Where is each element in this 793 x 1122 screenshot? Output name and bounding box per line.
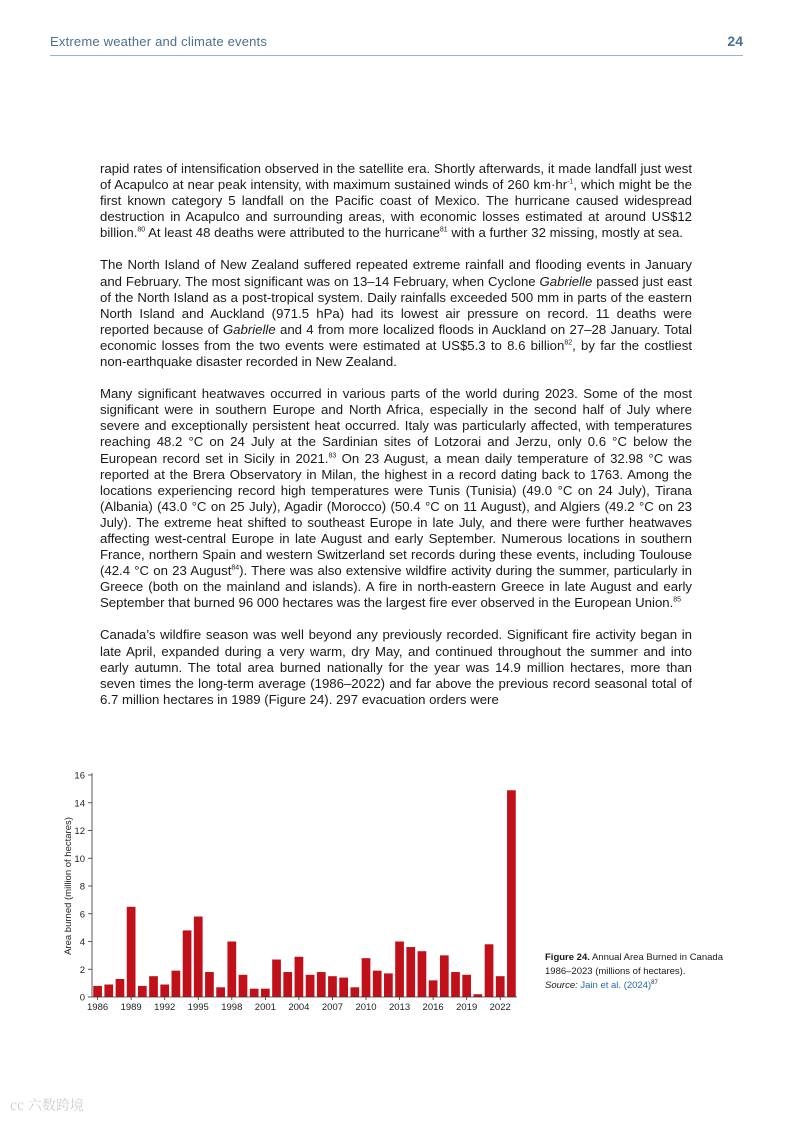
bar-2012	[384, 973, 393, 997]
x-tick-label: 2001	[254, 1002, 276, 1013]
bar-1996	[205, 972, 214, 997]
bar-2005	[306, 975, 315, 997]
x-tick-label: 2004	[288, 1002, 310, 1013]
bar-2023	[507, 790, 516, 997]
footnote-ref[interactable]: 87	[651, 979, 658, 986]
y-tick-label: 10	[74, 853, 85, 865]
x-tick-label: 1992	[154, 1002, 176, 1013]
bar-2020	[473, 994, 482, 997]
bar-2006	[317, 972, 326, 997]
bar-2016	[429, 980, 438, 997]
y-axis-label: Area burned (million of hectares)	[63, 817, 74, 955]
bar-2008	[339, 978, 348, 997]
bar-1994	[183, 930, 192, 997]
footnote-ref[interactable]: 85	[673, 596, 682, 604]
bar-1999	[239, 975, 248, 997]
source-label: Source:	[545, 980, 578, 991]
header-title: Extreme weather and climate events	[50, 34, 268, 49]
area-burned-chart	[55, 766, 525, 1016]
bar-2010	[362, 958, 371, 997]
bar-1989	[127, 907, 136, 997]
bar-2013	[395, 942, 404, 998]
x-tick-label: 2019	[456, 1002, 478, 1013]
bar-2002	[272, 960, 281, 997]
footnote-ref[interactable]: 82	[564, 339, 573, 347]
body-text	[100, 161, 692, 724]
page-header	[50, 33, 743, 56]
y-tick-label: 4	[79, 937, 85, 948]
y-tick-label: 14	[74, 798, 85, 810]
footnote-ref[interactable]: 81	[439, 226, 448, 234]
bar-2017	[440, 955, 449, 997]
y-tick-label: 16	[74, 770, 85, 782]
x-tick-label: 1995	[187, 1002, 209, 1013]
source-link[interactable]: Jain et al. (2024)	[580, 980, 652, 991]
bar-2007	[328, 976, 337, 997]
footnote-ref[interactable]: 80	[137, 226, 146, 234]
x-tick-label: 1989	[120, 1002, 142, 1013]
page-number: 24	[727, 33, 743, 49]
y-tick-label: 8	[79, 881, 85, 893]
y-tick-label: 12	[74, 826, 85, 837]
bar-2011	[373, 971, 382, 997]
x-tick-label: 2022	[489, 1002, 511, 1013]
bar-1991	[149, 976, 158, 997]
x-tick-label: 2013	[388, 1002, 411, 1013]
figure-caption	[545, 951, 745, 993]
bar-2014	[406, 947, 415, 997]
paragraph-2: The North Island of New Zealand suffered repeated extreme rainfall and flooding events in January and February. The most significant was on 13–14 February, when Cyclone Gabrielle passed just east of the North Island as a post-tropical system. Daily rainfalls exceeded 500 mm in parts of the eastern North Island and Auckland (971.5 hPa) had its lowest air pressure on record. 11 deaths were reported because of Gabrielle and 4 from more localized floods in Auckland on 27–28 January. Total economic losses from the two events were estimated at US$5.3 to 8.6 billion$^{82}$, by far the costliest non-earthquake disaster recorded in New Zealand.	[100, 257, 692, 370]
superscript: -1	[567, 178, 574, 186]
bar-2004	[295, 957, 304, 997]
bar-2000	[250, 989, 259, 997]
bar-1988	[116, 979, 125, 997]
x-tick-label: 1998	[221, 1002, 243, 1013]
paragraph-1: rapid rates of intensification observed in the satellite era. Shortly afterwards, it made landfall just west of Acapulco at near peak intensity, with maximum sustained winds of 260 $km\cdot hr^{-1}$, which might be the first known category 5 landfall on the Pacific coast of Mexico. The hurricane caused widespread destruction in Acapulco and surrounding areas, with economic losses estimated at around US$12 billion.$^{80}$ At least 48 deaths were attributed to the hurricane$^{81}$ with a further 32 missing, mostly at sea.	[100, 161, 692, 241]
bar-1993	[172, 971, 181, 997]
x-tick-label: 1986	[87, 1002, 109, 1013]
bar-1995	[194, 917, 203, 997]
figure-label: Figure 24.	[545, 952, 590, 963]
bar-2021	[485, 944, 494, 997]
bar-2019	[462, 975, 471, 997]
bar-2018	[451, 972, 460, 997]
paragraph-4: Canada’s wildfire season was well beyond any previously recorded. Significant fire activity began in late April, expanded during a very warm, dry May, and continued throughout the summer and into early autumn. The total area burned nationally for the year was 14.9 million hectares, more than seven times the long-term average (1986–2022) and far above the previous record seasonal total of 6.7 million hectares in 1989 (Figure 24). 297 evacuation orders were	[100, 627, 692, 707]
bar-1992	[160, 985, 169, 997]
bar-1986	[93, 986, 102, 997]
x-tick-label: 2016	[422, 1002, 444, 1013]
bar-1990	[138, 986, 147, 997]
bar-2009	[350, 987, 359, 997]
bar-1987	[104, 985, 113, 997]
x-tick-label: 2007	[321, 1002, 344, 1013]
paragraph-3: Many significant heatwaves occurred in various parts of the world during 2023. Some of the most significant were in southern Europe and North Africa, especially in the second half of July where severe and exceptionally persistent heat occurred. Italy was particularly affected, with temperatures reaching 48.2 °C on 24 July at the Sardinian sites of Lotzorai and Jerzu, only 0.6 °C below the European record set in Sicily in 2021.83 On 23 August, a mean daily temperature of 32.98 °C was reported at the Brera Observatory in Milan, the highest in a record dating back to 1763. Among the locations experiencing record high temperatures were Tunis (Tunisia) (49.0 °C on 24 July), Tirana (Albania) (43.0 °C on 25 July), Agadir (Morocco) (50.4 °C on 11 August), and Algiers (49.2 °C on 23 July). The extreme heat shifted to southeast Europe in late July, and there were further heatwaves affecting west-central Europe in late August and early September. Numerous locations in southern France, northern Spain and western Switzerland set records during these events, including Toulouse (42.4 °C on 23 August$^{84}$). There was also extensive wildfire activity during the summer, particularly in Greece (both on the mainland and islands). A fire in north-eastern Greece in late August and early September that burned 96 000 hectares was the largest fire ever observed in the European Union.$^{85}$	[100, 386, 693, 611]
watermark: ㏄ 六数跨境	[10, 1097, 84, 1113]
bar-1998	[227, 942, 236, 998]
footnote-ref[interactable]: 83	[328, 452, 337, 460]
footnote-ref[interactable]: 84	[231, 564, 240, 572]
x-tick-label: 2010	[355, 1002, 377, 1013]
chart-svg	[55, 766, 525, 1016]
bar-1997	[216, 987, 225, 997]
y-tick-label: 6	[79, 909, 85, 921]
y-tick-label: 0	[79, 992, 85, 1004]
caption-text: Annual Area Burned in Canada 1986–2023 (millions of hectares).	[545, 952, 723, 977]
bar-2001	[261, 989, 270, 997]
bar-2015	[418, 951, 427, 997]
bar-2022	[496, 976, 505, 997]
y-tick-label: 2	[79, 964, 85, 976]
bar-2003	[283, 972, 292, 997]
